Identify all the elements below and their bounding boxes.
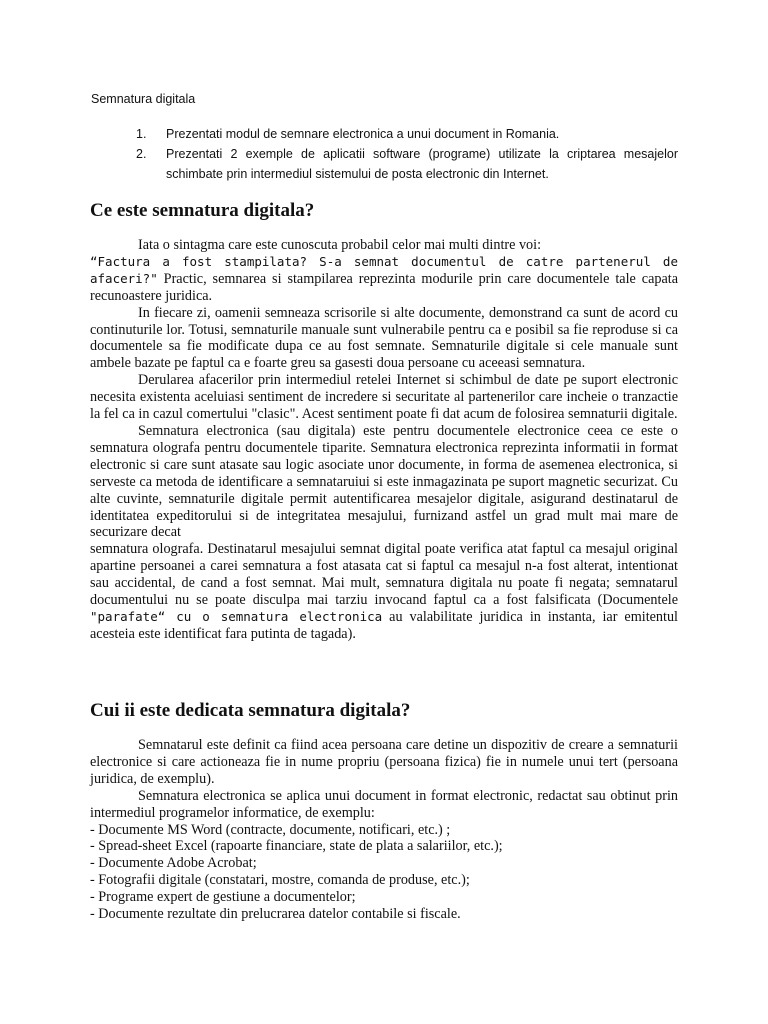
paragraph: Semnatura electronica se aplica unui document in format electronic, redactat sau obtinut prin intermediul programelor informatice, de exemplu: <box>90 787 678 821</box>
paragraph: Derularea afacerilor prin intermediul retelei Internet si schimbul de date pe suport electronic necesita existenta aceluiasi sentiment de incredere si securitate al partenerilor care incheie o tranzactie la fel ca in cazul comertului "clasic". Acest sentiment poate fi dat acum de folosirea semnaturii digitale. <box>90 372 678 423</box>
list-item: - Fotografii digitale (constatari, mostre, comanda de produse, etc.); <box>90 872 470 889</box>
task-text: Prezentati 2 exemple de aplicatii software (programe) utilizate la criptarea mesajelor schimbate prin intermediul sistemului de posta electronic din Internet. <box>166 147 678 181</box>
section-heading-who-for: Cui ii este dedicata semnatura digitala? <box>90 700 411 721</box>
section-heading-what-is: Ce este semnatura digitala? <box>90 200 315 221</box>
task-text: Prezentati modul de semnare electronica a unui document in Romania. <box>166 127 560 141</box>
paragraph-text: au valabilitate juridica in instanta, iar emitentul acesteia este identificat fara putinta de tagada). <box>90 608 678 642</box>
task-list <box>136 124 678 184</box>
paragraph-text: Practic, semnarea si stampilarea reprezinta modurile prin care documentele tale capata recunoastere juridica. <box>90 270 678 304</box>
paragraph-text: semnatura olografa. Destinatarul mesajului semnat digital poate verifica atat faptul ca mesajul original apartine persoanei a carei semnatura a fost atasata cat si faptul ca mesajul n-a fost alterat, intentionat sau accidental, de cand a fost semnat. Mai mult, semnatura digitala nu poate fi negata; semnatarul documentului nu se poate disculpa mai tarziu invocand faptul ca a fost falsificata (Documentele <box>90 541 678 609</box>
task-item <box>136 144 678 184</box>
paragraph: Semnatarul este definit ca fiind acea persoana care detine un dispozitiv de creare a semnaturii electronice si care actioneaza fie in nume propriu (persoana fizica) fie in numele unui tert (persoana juridica, de exemplu). <box>90 737 678 787</box>
paragraph <box>90 541 678 642</box>
list-item: - Documente MS Word (contracte, documente, notificari, etc.) ; <box>90 821 451 838</box>
list-item: - Programe expert de gestiune a documentelor; <box>90 889 356 906</box>
section-body-who-for <box>90 737 678 923</box>
list-item: - Documente rezultate din prelucrarea datelor contabile si fiscale. <box>90 906 461 923</box>
quote-text: "parafate“ cu o semnatura electronica <box>90 608 383 624</box>
paragraph-intro: Iata o sintagma care este cunoscuta probabil celor mai multi dintre voi: <box>138 237 542 253</box>
section-body-what-is <box>90 237 678 643</box>
list-item: - Documente Adobe Acrobat; <box>90 855 257 872</box>
task-number: 1. <box>136 127 147 141</box>
paragraph-quote <box>90 254 678 305</box>
task-item <box>136 124 678 144</box>
list-item: - Spread-sheet Excel (rapoarte financiare, state de plata a salariilor, etc.); <box>90 838 503 855</box>
paragraph: Semnatura electronica (sau digitala) este pentru documentele electronice ceea ce este o semnatura olografa pentru documentele tiparite. Semnatura electronica reprezinta informatii in format electronic si care sunt atasate sau logic asociate unor documente, in forma de asemenea electronica, si serveste ca metoda de identificare a semnataruiui si este inmagazinata pe suport magnetic securizat. Cu alte cuvinte, semnaturile digitale permit autentificarea mesajelor digitale, asigurand destinatarul de identitatea expeditorului si de integritatea mesajului, furnizand astfel un grad mult mai mare de securizare decat <box>90 422 678 541</box>
quote-text: “Factura a fost stampilata? S-a semnat documentul de catre partenerul de afaceri?" <box>90 253 678 286</box>
paragraph: In fiecare zi, oamenii semneaza scrisorile si alte documente, demonstrand ca sunt de acord cu continuturile lor. Totusi, semnaturile manuale sunt vulnerabile pentru ca e posibil sa fie reproduse si ca documentele sa fie modificate dupa ce au fost semnate. Semnaturile digitale si cele manuale sunt ambele bazate pe faptul ca e foarte greu sa gasesti doua persoane cu aceeasi semnatura. <box>90 304 678 372</box>
task-number: 2. <box>136 147 147 161</box>
document-title: Semnatura digitala <box>91 92 196 106</box>
